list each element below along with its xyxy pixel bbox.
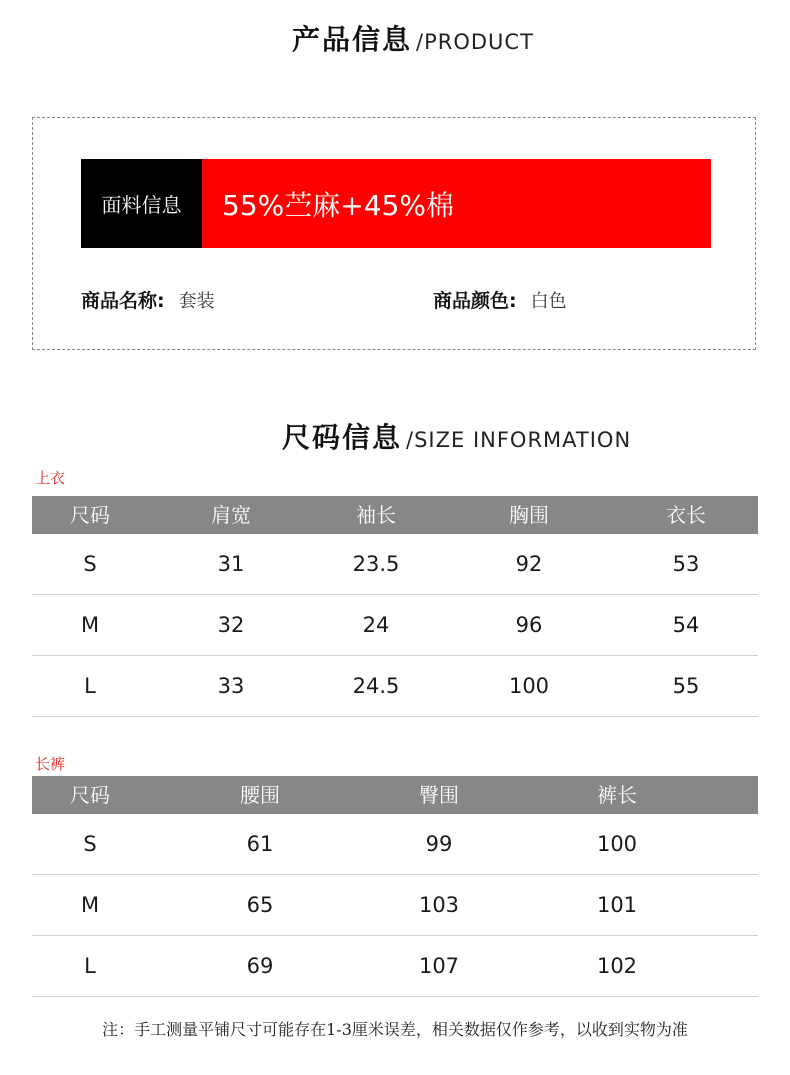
header-cell: 衣长: [666, 503, 706, 527]
product-info-box: [32, 117, 756, 350]
fabric-label: 面料信息: [81, 159, 202, 248]
size-heading-zh: 尺码信息: [282, 421, 403, 454]
table-cell: L: [84, 954, 96, 978]
header-cell: 腰围: [240, 783, 280, 807]
product-color-value: 白色: [530, 291, 567, 312]
header-cell: 尺码: [70, 783, 110, 807]
table-cell: 24: [362, 613, 390, 637]
table-cell: 32: [217, 613, 245, 637]
header-cell: 肩宽: [211, 503, 251, 527]
table-cell: 99: [425, 832, 453, 856]
size-heading-en: /SIZE INFORMATION: [406, 428, 632, 452]
top-table-header: [32, 496, 758, 534]
table-row: [32, 936, 758, 997]
table-cell: 92: [515, 552, 543, 576]
table-cell: 102: [596, 954, 638, 978]
table-row: [32, 875, 758, 936]
table-cell: S: [83, 552, 97, 576]
product-heading-en: /PRODUCT: [416, 30, 534, 54]
table-cell: 61: [246, 832, 274, 856]
table-cell: 69: [246, 954, 274, 978]
table-cell: 53: [672, 552, 700, 576]
table-cell: 100: [596, 832, 638, 856]
table-cell: 24.5: [352, 674, 400, 698]
table-cell: M: [80, 893, 100, 917]
table-cell: 55: [672, 674, 700, 698]
header-cell: 胸围: [509, 503, 549, 527]
table-cell: 103: [418, 893, 460, 917]
top-category-label: 上衣: [35, 469, 66, 487]
table-cell: S: [83, 832, 97, 856]
size-heading: [282, 416, 631, 456]
table-cell: 33: [217, 674, 245, 698]
fabric-bar: [81, 159, 711, 248]
fabric-value: 55%苎麻+45%棉: [202, 159, 711, 248]
table-cell: M: [80, 613, 100, 637]
table-row: [32, 814, 758, 875]
pants-size-table: [32, 776, 758, 997]
table-cell: 96: [515, 613, 543, 637]
table-cell: 54: [672, 613, 700, 637]
table-cell: 65: [246, 893, 274, 917]
table-row: [32, 595, 758, 656]
header-cell: 裤长: [597, 783, 637, 807]
table-cell: 100: [508, 674, 550, 698]
product-heading-zh: 产品信息: [292, 23, 413, 56]
pants-category-label: 长裤: [35, 755, 66, 773]
pants-table-header: [32, 776, 758, 814]
table-cell: 101: [596, 893, 638, 917]
table-cell: 23.5: [352, 552, 400, 576]
table-row: [32, 656, 758, 717]
table-row: [32, 534, 758, 595]
product-name-value: 套装: [178, 291, 215, 312]
product-name-key: 商品名称:: [81, 290, 165, 312]
table-cell: 31: [217, 552, 245, 576]
header-cell: 臀围: [419, 783, 459, 807]
product-heading: [292, 18, 534, 58]
header-cell: 袖长: [356, 503, 396, 527]
top-size-table: [32, 496, 758, 717]
measurement-note: 注：手工测量平铺尺寸可能存在1-3厘米误差，相关数据仅作参考，以收到实物为准: [102, 1020, 688, 1039]
product-name-attr: [81, 286, 215, 313]
product-color-key: 商品颜色:: [433, 290, 517, 312]
header-cell: 尺码: [70, 503, 110, 527]
table-cell: L: [84, 674, 96, 698]
product-color-attr: [433, 286, 567, 313]
table-cell: 107: [418, 954, 460, 978]
